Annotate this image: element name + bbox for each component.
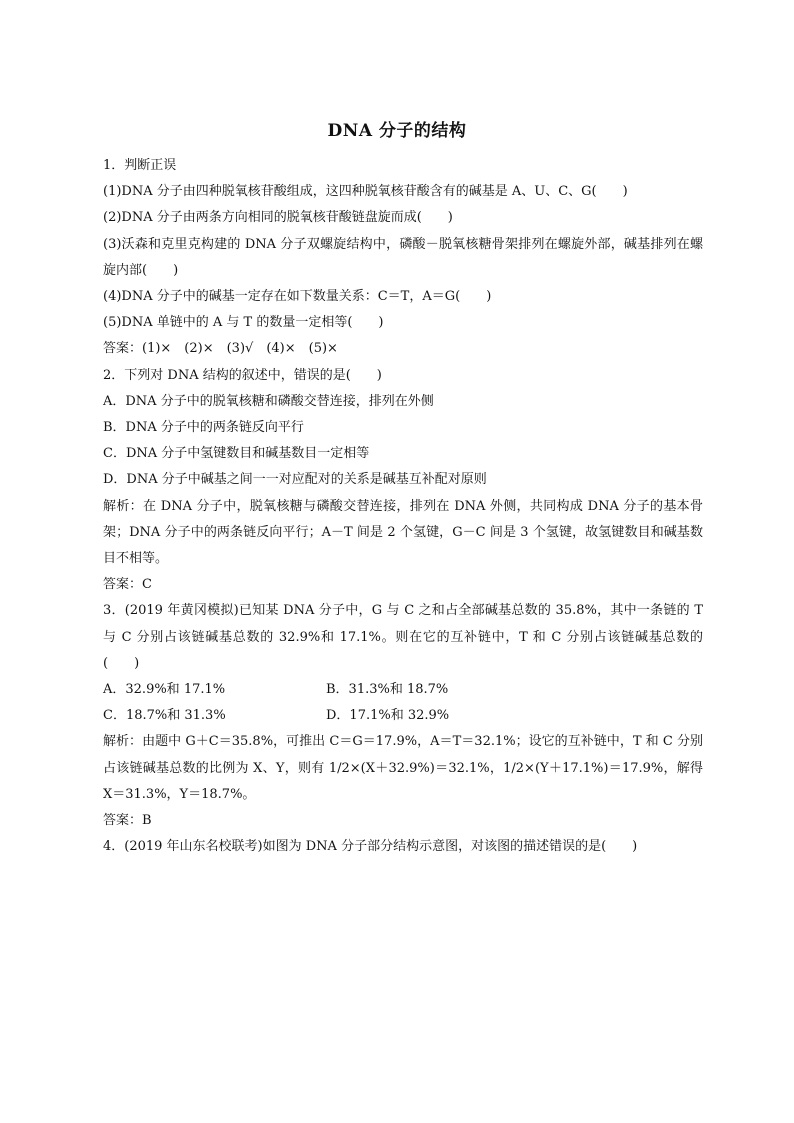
- q3-analysis: 解析：由题中 G＋C＝35.8%，可推出 C＝G＝17.9%，A＝T＝32.1%；设它的互补链中，T 和 C 分别占该链碱基总数的比例为 X、Y，则有 1/2×(X＋32.9%)＝32.1%，1/2×(Y＋17.1%)＝17.9%，解得 X＝31.3%，Y＝18.7%。: [103, 734, 703, 802]
- document-body: [103, 153, 703, 860]
- q3-answer: 答案：B: [103, 813, 152, 829]
- q1-item-2: (2)DNA 分子由两条方向相同的脱氧核苷酸链盘旋而成( ): [103, 210, 453, 226]
- q2-answer: 答案：C: [103, 577, 152, 593]
- q2-analysis: 解析：在 DNA 分子中，脱氧核糖与磷酸交替连接，排列在 DNA 外侧，共同构成 DNA 分子的基本骨架；DNA 分子中的两条链反向平行；A－T 间是 2 个氢键，G－C 间是 3 个氢键，故氢键数目和碱基数目不相等。: [103, 498, 703, 567]
- q2-option-a: A．DNA 分子中的脱氧核糖和磷酸交替连接，排列在外侧: [103, 393, 434, 409]
- q3-option-b: B．31.3%和 18.7%: [326, 682, 449, 698]
- q1-item-5: (5)DNA 单链中的 A 与 T 的数量一定相等( ): [103, 315, 384, 331]
- q1-item-3: (3)沃森和克里克构建的 DNA 分子双螺旋结构中，磷酸－脱氧核糖骨架排列在螺旋外部，碱基排列在螺旋内部( ): [103, 236, 703, 278]
- q1-item-1: (1)DNA 分子由四种脱氧核苷酸组成，这四种脱氧核苷酸含有的碱基是 A、U、C、G( ): [103, 184, 628, 200]
- q4-stem: 4．(2019 年山东名校联考)如图为 DNA 分子部分结构示意图，对该图的描述错误的是( ): [103, 839, 638, 855]
- q1-item-4: (4)DNA 分子中的碱基一定存在如下数量关系：C＝T，A＝G( ): [103, 289, 492, 305]
- q3-options-row-2: [103, 703, 703, 729]
- q2-option-c: C．DNA 分子中氢键数目和碱基数目一定相等: [103, 446, 370, 462]
- q2-stem: 2．下列对 DNA 结构的叙述中，错误的是( ): [103, 367, 382, 383]
- q3-option-d: D．17.1%和 32.9%: [326, 708, 450, 724]
- q2-option-b: B．DNA 分子中的两条链反向平行: [103, 420, 304, 436]
- q2-option-d: D．DNA 分子中碱基之间一一对应配对的关系是碱基互补配对原则: [103, 472, 487, 488]
- q3-stem: 3．(2019 年黄冈模拟)已知某 DNA 分子中，G 与 C 之和占全部碱基总数的 35.8%，其中一条链的 T 与 C 分别占该链碱基总数的 32.9%和 17.1%。则在它的互补链中，T 和 C 分别占该链碱基总数的( ): [103, 603, 703, 671]
- page-title: DNA 分子的结构: [327, 121, 467, 141]
- q3-options-row-1: [103, 677, 703, 703]
- q3-option-a: A．32.9%和 17.1%: [103, 682, 226, 698]
- q3-option-c: C．18.7%和 31.3%: [103, 708, 226, 724]
- q1-heading: 1．判断正误: [103, 158, 177, 173]
- q1-answer: 答案：(1)× (2)× (3)√ (4)× (5)×: [103, 341, 338, 357]
